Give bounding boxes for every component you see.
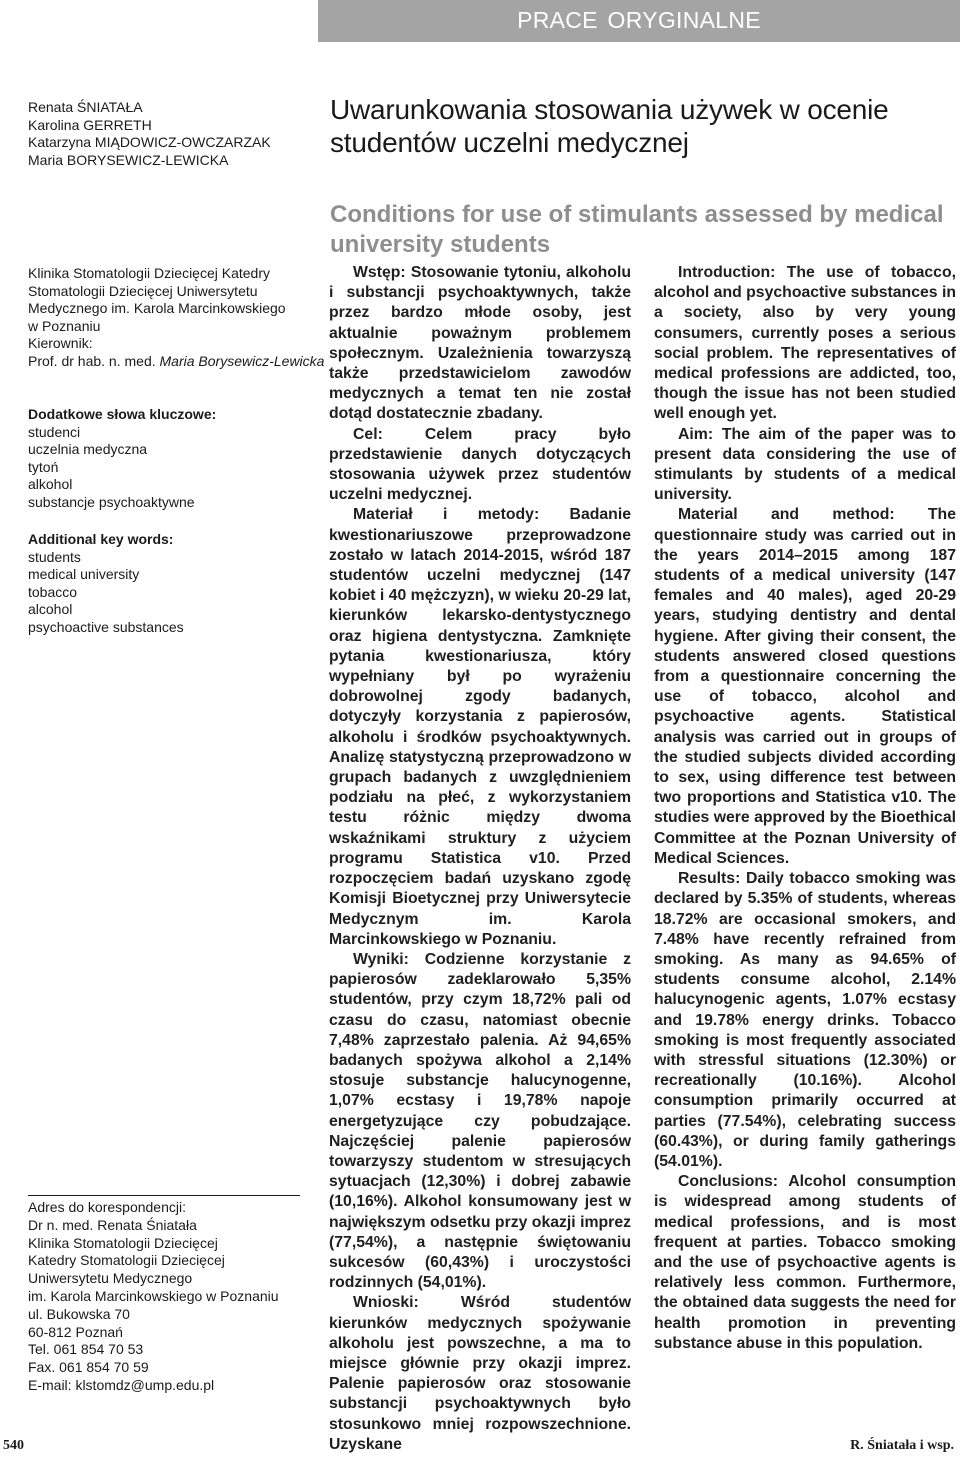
keyword: alcohol [28,601,73,617]
section-banner [318,0,960,42]
correspondence-line: Tel. 061 854 70 53 [28,1341,144,1358]
abstract-paragraph: Results: Daily tobacco smoking was declared by 5.35% of students, whereas 18.72% are occasional smokers, and 7.48% have recently refrained from smoking. As many as 94.65% of students consume alcohol, 2.14% halucynogenic agents, 1.07% ecstasy and 19.78% energy drinks. Tobacco smoking is most frequently associated with stressful situations (12.30%) or recreationally (10.16%). Alcohol consumption primarily occurred at parties (77.54%), celebrating success (60.43%), or during family gatherings (54.01%). [654,870,956,1170]
abstract-polish [329,263,631,1455]
keyword: studenci [28,423,81,440]
keyword: tobacco [28,583,78,600]
keyword: uczelnia medyczna [28,441,148,457]
affiliation-line: Klinika Stomatologii Dziecięcej Katedry [28,265,270,281]
affiliation-line: w Poznaniu [28,317,101,334]
abstract-english [654,263,956,1354]
correspondence-line: Dr n. med. Renata Śniatała [28,1216,197,1233]
abstract-paragraph: Cel: Celem pracy było przedstawienie danych dotyczących stosowania używek przez studentów uczelni medycznej. [329,425,631,504]
correspondence-address [28,1199,313,1395]
head-name: Maria Borysewicz-Lewicka [159,352,325,369]
keyword: medical university [28,566,140,582]
correspondence-divider [28,1195,300,1196]
keyword: psychoactive substances [28,618,184,635]
abstract-paragraph: Wstęp: Stosowanie tytoniu, alkoholu i substancji psychoaktywnych, także przez bardzo młode osoby, jest aktualnie poważnym problemem społecznym. Uzależnienia towarzyszą także przedstawicielom zawodów medycznych a temat ten nie został dotąd dostatecznie zbadany. [329,264,631,423]
page-number: 540 [3,1438,24,1453]
correspondence-line: Klinika Stomatologii Dziecięcej [28,1234,218,1251]
running-author: R. Śniatała i wsp. [850,1438,954,1453]
correspondence-line: 60-812 Poznań [28,1323,123,1340]
section-label: PRACE ORYGINALNE [517,7,761,33]
head-title: Prof. dr hab. n. med. [28,352,160,369]
keywords-polish-heading: Dodatkowe słowa kluczowe: [28,406,217,422]
keyword: substancje psychoaktywne [28,493,195,510]
correspondence-line: Fax. 061 854 70 59 [28,1359,149,1376]
abstract-paragraph: Wyniki: Codzienne korzystanie z papierosów zadeklarowało 5,35% studentów, przy czym 18,72% pali od czasu do czasu, natomiast obecnie 7,48% zaprzestało palenia. Aż 94,65% badanych spożywa alkohol a 2,14% stosuje substancje halucynogenne, 1,07% ecstasy i 19,78% napoje energetyzujące czy pobudzające. Najczęściej palenie papierosów towarzyszy studentom w stresujących sytuacjach (12,30%) i dobrej zabawie (10,16%). Alkohol konsumowany jest w największym odsetku przy okazji imprez (77,54%), a następnie świętowaniu sukcesów (60,43%) i uroczystości rodzinnych (54,01%). [329,950,631,1292]
abstract-paragraph: Aim: The aim of the paper was to present data considering the use of stimulants by students of a medical university. [654,425,956,504]
affiliation-line: Medycznego im. Karola Marcinkowskiego [28,300,286,316]
author-name: Maria BORYSEWICZ-LEWICKA [28,151,229,168]
abstract-paragraph: Materiał i metody: Badanie kwestionariuszowe przeprowadzone zostało w latach 2014-2015, wśród 187 studentów uczelni medycznej (147 kobiet i 40 mężczyzn), w wieku 20-29 lat, kierunków lekarsko-dentystycznego oraz higiena dentystyczna. Zamknięte pytania kwestionariusza, który wypełniany był po wyrażeniu dobrowolnej zgody badanych, dotyczyły korzystania z papierosów, alkoholu i środków psychoaktywnych. Analizę statystyczną przeprowadzono w grupach badanych z uwzględnieniem podziału na płeć, z wykorzystaniem testu różnic między dwoma wskaźnikami struktury z użyciem programu Statistica v10. Przed rozpoczęciem badań uzyskano zgodę Komisji Bioetycznej przy Uniwersytecie Medycznym im. Karola Marcinkowskiego w Poznaniu. [329,506,632,948]
author-name: Katarzyna MIĄDOWICZ-OWCZARZAK [28,134,271,150]
abstract-paragraph: Introduction: The use of tobacco, alcohol and psychoactive substances in a society, also by very young consumers, currently poses a serious social problem. The representatives of medical professions are addicted, too, though the issue has not been studied well enough yet. [654,264,956,423]
correspondence-line: Uniwersytetu Medycznego [28,1270,193,1287]
keyword: students [28,548,81,565]
correspondence-line: Katedry Stomatologii Dziecięcej [28,1252,225,1269]
correspondence-email[interactable]: E-mail: klstomdz@ump.edu.pl [28,1376,215,1393]
correspondence-line: Adres do korespondencji: [28,1199,186,1215]
keyword: tytoń [28,458,59,475]
author-list [28,99,308,169]
abstract-paragraph: Conclusions: Alcohol consumption is widespread among students of medical professions, and is most frequent at parties. Tobacco smoking and the use of psychoactive agents is relatively less common. Furthermore, the obtained data suggests the need for health promotion in preventing substance abuse in this population. [654,1173,956,1352]
affiliation-line: Kierownik: [28,335,93,351]
sidebar-info [28,265,325,636]
title-english: Conditions for use of stimulants assessed by medical university students [330,201,944,258]
abstract-paragraph: Material and method: The questionnaire study was carried out in the years 2014–2015 among 187 students of a medical university (147 females and 40 males), aged 20-29 years, studying dentistry and dental hygiene. After giving their consent, the students answered closed questions from a questionnaire concerning the use of tobacco, alcohol and psychoactive agents. Statistical analysis was carried out in groups of the studied subjects divided according to sex, using difference test between two proportions and Statistica v10. The studies were approved by the Bioethical Committee at the Poznan University of Medical Sciences. [654,506,956,867]
keywords-english [28,531,308,636]
affiliation-line: Stomatologii Dziecięcej Uniwersytetu [28,282,258,299]
title-polish: Uwarunkowania stosowania używek w ocenie studentów uczelni medycznej [330,94,889,158]
department-head [28,352,325,371]
keywords-polish [28,406,308,511]
title-block [330,93,955,260]
correspondence-line: ul. Bukowska 70 [28,1305,130,1322]
author-name: Renata ŚNIATAŁA [28,99,143,115]
keyword: alkohol [28,476,73,492]
keywords-english-heading: Additional key words: [28,531,174,547]
author-name: Karolina GERRETH [28,116,152,133]
abstract-paragraph: Wnioski: Wśród studentów kierunków medycznych spożywanie alkoholu jest powszechne, a ma to miejsce głównie przy okazji imprez. Palenie papierosów oraz stosowanie substancji psychoaktywnych było stosunkowo mniej rozpowszechnione. Uzyskane [329,1294,631,1453]
affiliation [28,265,325,370]
correspondence-line: im. Karola Marcinkowskiego w Poznaniu [28,1287,279,1304]
